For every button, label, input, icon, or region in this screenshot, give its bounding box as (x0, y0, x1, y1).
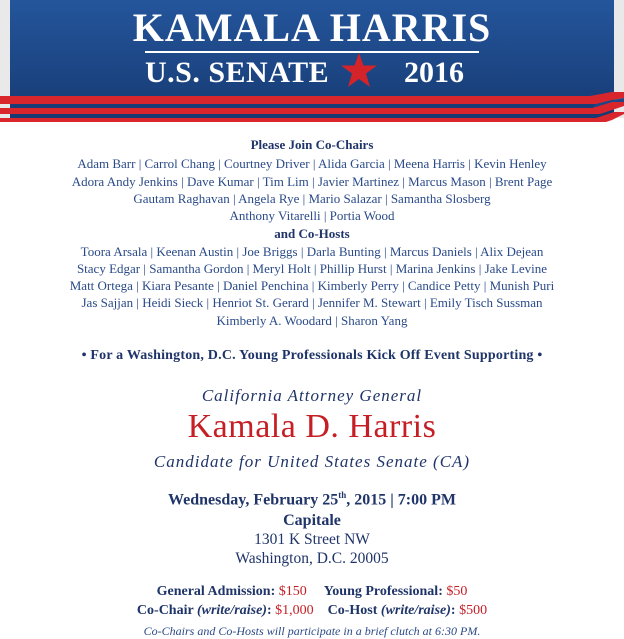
cohosts-line: Matt Ortega | Kiara Pesante | Daniel Penchina | Kimberly Perry | Candice Petty | Munish Puri (69, 278, 555, 293)
cohosts-heading: and Co-Hosts (274, 226, 350, 241)
general-admission-price: $150 (278, 584, 307, 599)
kickoff-line: • For a Washington, D.C. Young Professionals Kick Off Event Supporting • (81, 348, 543, 363)
cohost-note: (write/raise) (380, 603, 451, 618)
cochair-label: Co-Chair (136, 603, 194, 618)
cochair-price: $1,000 (275, 603, 314, 618)
event-address-street: 1301 K Street NW (254, 531, 370, 548)
clutch-footnote: Co-Chairs and Co-Hosts will participate in a brief clutch at 6:30 PM. (143, 624, 481, 638)
event-date-main: Wednesday, February 25 (168, 491, 339, 509)
cochairs-line: Adora Andy Jenkins | Dave Kumar | Tim Lim | Javier Martinez | Marcus Mason | Brent Page (71, 174, 553, 189)
young-professional-label: Young Professional: (323, 584, 443, 599)
event-address-city: Washington, D.C. 20005 (235, 550, 389, 567)
event-date-sup: th (338, 490, 347, 500)
cochairs-line: Gautam Raghavan | Angela Rye | Mario Salazar | Samantha Slosberg (133, 191, 491, 206)
banner-divider (145, 51, 479, 53)
cohosts-line: Kimberly A. Woodard | Sharon Yang (216, 313, 408, 328)
event-date-time: , 2015 | 7:00 PM (346, 491, 456, 509)
event-date (0, 490, 624, 509)
general-admission-label: General Admission: (156, 584, 276, 599)
ticket-line-general (0, 584, 624, 600)
young-professional-price: $50 (446, 584, 468, 599)
cochair-note: (write/raise) (196, 603, 267, 618)
cohost-price: $500 (459, 603, 488, 618)
cohosts-line: Stacy Edgar | Samantha Gordon | Meryl Holt | Phillip Hurst | Marina Jenkins | Jake Levine (76, 261, 548, 276)
flag-stripes (0, 92, 624, 128)
banner-subtitle-left: U.S. SENATE (145, 56, 330, 89)
office-title: California Attorney General (201, 386, 423, 405)
cochairs-line: Adam Barr | Carrol Chang | Courtney Driver | Alida Garcia | Meena Harris | Kevin Henley (77, 156, 547, 171)
ticket-line-hosts: Co-Chair (write/raise): $1,000 Co-Host (write/raise): $500 (136, 603, 488, 618)
event-venue: Capitale (283, 512, 341, 529)
cohost-label: Co-Host (327, 603, 378, 618)
star-icon (340, 52, 378, 88)
cochairs-line: Anthony Vitarelli | Portia Wood (229, 208, 395, 223)
candidate-name: Kamala D. Harris (187, 408, 437, 445)
cochairs-heading: Please Join Co-Chairs (250, 137, 374, 152)
cohosts-line: Toora Arsala | Keenan Austin | Joe Briggs | Darla Bunting | Marcus Daniels | Alix Dejean (80, 244, 544, 259)
banner-title: KAMALA HARRIS (132, 5, 492, 50)
candidacy-line: Candidate for United States Senate (CA) (153, 452, 471, 471)
cohosts-line: Jas Sajjan | Heidi Sieck | Henriot St. Gerard | Jennifer M. Stewart | Emily Tisch Sussman (81, 295, 543, 310)
banner-subtitle-right: 2016 (404, 56, 464, 89)
